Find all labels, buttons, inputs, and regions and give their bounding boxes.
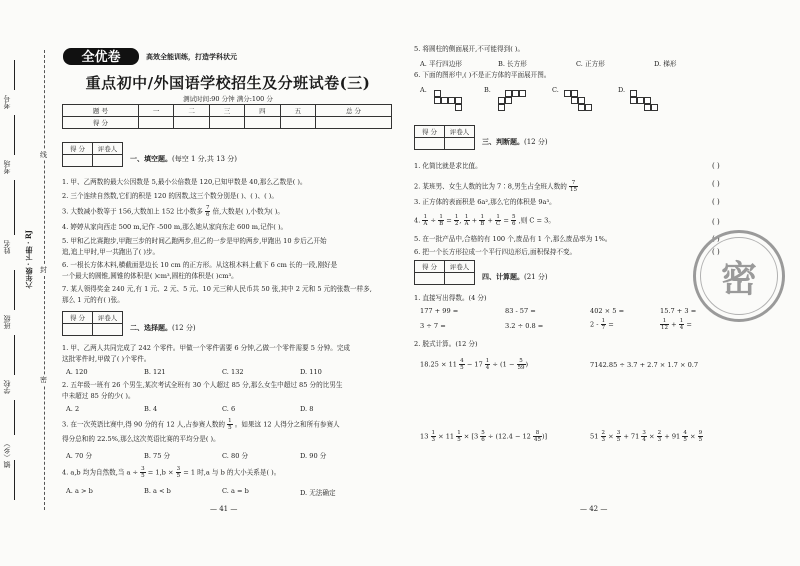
grader-box-label: 评卷人 [93,312,123,324]
choice-q1-cont: 这批零件时,甲做了( )个零件。 [62,355,151,363]
calc-sub1: 1. 直接写出得数。(4 分) [414,294,487,302]
choice-q3-cont: 得分总和的 22.5%,那么这次英语比赛的平均分是( )。 [62,435,220,443]
score-header: 三 [209,105,244,117]
grader-box-label: 评卷人 [445,261,475,273]
binding-label-name: 姓名 [3,240,11,254]
page-number-right: — 42 — [580,505,608,513]
page-number-left: — 41 — [210,505,238,513]
binding-label-class: 班级 [3,315,11,329]
fill-q1: 1. 甲、乙两数的最大公因数是 5,最小公倍数是 120,已知甲数是 40,那么乙数是( )。 [62,178,307,186]
secret-stamp [693,230,785,322]
score-cell[interactable] [209,117,244,129]
score-header: 题 号 [63,105,139,117]
score-box-label: 得 分 [63,312,93,324]
direct-calc-8: $\frac{1}{12}$ + $\frac{1}{4}$ = [661,318,692,331]
option-d[interactable]: D. 8 [300,405,314,413]
fill-q6: 6. 一根长方体木料,横截面是边长 10 cm 的正方形。从这根木料上截下 6 cm 长的一段,刚好是 [62,261,338,269]
binding-label-room: 考场 [3,160,11,174]
choice-q2: 2. 五年级一班有 26 个男生,某次考试全班有 30 个人超过 85 分,那么女生中超过 85 分的比男生 [62,381,343,389]
direct-calc-2: 83 - 57 = [505,307,536,315]
fill-q6-cont: 一个最大的圆锥,圆锥的体积是( )cm³,圆柱的体积是( )cm³。 [62,272,238,280]
binding-label-exam-no: 考号 [3,95,11,109]
judge-q1: 1. 化简比就是求比值。 [414,162,482,170]
option-c[interactable]: C. 132 [222,368,244,376]
option-a[interactable]: A. 平行四边形 [420,60,462,68]
judge-answer-1[interactable]: ( ) [712,162,720,170]
option-b[interactable]: B. 长方形 [498,60,527,68]
grader-box-cell[interactable] [93,155,123,167]
section3-title: 三、判断题。(12 分) [482,137,548,146]
judge-q5: 5. 在一批产品中,合格的有 100 个,废品有 1 个,那么废品率为 1%。 [414,235,612,243]
slogan: 高效全能训练，打造学科状元 [146,53,237,61]
direct-calc-7: 2 - $\frac{1}{7}$ = [590,318,614,331]
fill-line [14,460,15,500]
cut-char-line: 线 [40,151,47,159]
choice-q4: 4. a,b 均为自然数,当 a ÷ $\frac{3}{5}$ = 1,b × $\frac{3}{5}$ = 1 时,a 与 b 的大小关系是( )。 [62,466,281,479]
section1-title: 一、填空题。(每空 1 分,共 13 分) [130,154,237,163]
option-a[interactable]: A. a > b [66,487,93,495]
section1-score-box [62,142,123,167]
option-d[interactable]: D. 90 分 [300,452,327,460]
cut-line [44,50,45,510]
score-cell[interactable] [280,117,315,129]
judge-q6: 6. 把一个长方形拉成一个平行四边形后,面积保持不变。 [414,248,577,256]
section4-score-box [414,260,475,285]
binding-label-grade: 六年级 · 下册 · RJ [24,230,33,289]
exam-subtitle: 测试时间:90 分钟 满分:100 分 [183,95,273,103]
fill-line [14,270,15,310]
fill-q5: 5. 甲和乙比赛跑步,甲跑三步的时间乙跑两步,但乙的一步是甲的两步,甲跑出 10 步后乙开始 [62,237,327,245]
expr-calc-2: 7142.85 ÷ 3.7 + 2.7 × 1.7 × 0.7 [590,361,699,369]
option-c[interactable]: C. 6 [222,405,236,413]
option-d[interactable]: D. 110 [300,368,322,376]
option-d[interactable]: D. 无法确定 [300,489,336,497]
score-cell[interactable] [316,117,392,129]
fill-line [14,60,15,90]
choice-q3: 3. 在一次英语比赛中,得 90 分的有 12 人,占参赛人数的 $\frac{1}{5}$ 。如果这 12 人得分之和所有参赛人 [62,418,340,431]
direct-calc-6: 3.2 ÷ 0.8 = [505,322,544,330]
fill-line [14,400,15,435]
section3-score-box [414,125,475,150]
grader-box-cell[interactable] [93,324,123,336]
score-box-label: 得 分 [415,261,445,273]
fill-line [14,335,15,375]
score-row-label: 得 分 [63,117,139,129]
option-c[interactable]: C. 80 分 [222,452,249,460]
score-table-header-row [63,105,392,117]
fill-line [14,180,15,235]
brand-logo [62,45,140,67]
judge-answer-5[interactable]: ( ) [712,235,720,243]
choice-q4-options [66,487,378,497]
net-label-d[interactable]: D. [618,86,626,94]
net-label-c[interactable]: C. [552,86,559,94]
score-box-cell[interactable] [63,324,93,336]
score-box-label: 得 分 [63,143,93,155]
judge-q2: 2. 某班男、女生人数的比为 7∶8,男生占全班人数的 $\frac{7}{15}$ [414,180,577,193]
score-table-row [63,117,392,129]
judge-answer-6[interactable]: ( ) [712,248,720,256]
judge-answer-2[interactable]: ( ) [712,180,720,188]
fill-line [14,115,15,155]
cut-char-seal: 封 [40,266,47,274]
option-b[interactable]: B. 4 [144,405,158,413]
option-c[interactable]: C. 正方形 [576,60,605,68]
net-label-a[interactable]: A. [420,86,427,94]
exam-title: 重点初中/外国语学校招生及分班试卷(三) [85,74,371,92]
choice-q1: 1. 甲、乙两人共同完成了 242 个零件。甲做一个零件需要 6 分钟,乙做一个零件需要 5 分钟。完成 [62,344,351,352]
expr-calc-3: 13 $\frac{1}{3}$ × 11 $\frac{1}{5}$ × [3 $\frac{5}{6}$ ÷ (12.4 − 12 $\frac{8}{45}$ )] [420,430,548,443]
option-a[interactable]: A. 120 [66,368,88,376]
score-cell[interactable] [138,117,173,129]
score-box-cell[interactable] [415,138,445,150]
option-c[interactable]: C. a = b [222,487,249,495]
choice-q5: 5. 将圆柱的侧面展开,不可能得到( )。 [414,45,525,53]
option-a[interactable]: A. 2 [66,405,80,413]
score-header: 四 [245,105,280,117]
expr-calc-4: 51 $\frac{2}{3}$ × $\frac{3}{5}$ + 71 $\frac{3}{4}$ × $\frac{2}{3}$ + 91 $\frac{4}{5}$ × $\frac{9}{5}$ [590,430,703,443]
score-header: 五 [280,105,315,117]
choice-q5-options [420,58,732,68]
score-box-label: 得 分 [415,126,445,138]
choice-q3-options [66,450,378,460]
score-header: 一 [138,105,173,117]
score-header: 总 分 [316,105,392,117]
section4-title: 四、计算题。(21 分) [482,272,548,281]
direct-calc-1: 177 + 99 = [420,307,459,315]
choice-q2-cont: 中未超过 85 分的少( )。 [62,392,135,400]
option-a[interactable]: A. 70 分 [66,452,93,460]
binding-label-town: 镇（乡） [3,440,11,468]
grader-box-label: 评卷人 [445,126,475,138]
fill-q4: 4. 婷婷从家向西走 500 m,记作 -500 m,那么她从家向东走 600 m,记作( )。 [62,223,288,231]
score-cell[interactable] [174,117,209,129]
judge-answer-4[interactable]: ( ) [712,218,720,226]
fill-q5-cont: 追,追上甲时,甲一共跑出了( )步。 [62,248,160,256]
fill-q2: 2. 三个连续自然数,它们的积是 120 的因数,这三个数分别是( )、( )、( )。 [62,192,278,200]
grader-box-cell[interactable] [445,273,475,285]
option-b[interactable]: B. 121 [144,368,166,376]
score-header: 二 [174,105,209,117]
score-table [62,104,392,129]
logo-text: 全优卷 [81,50,121,65]
option-b[interactable]: B. 75 分 [144,452,171,460]
score-box-cell[interactable] [63,155,93,167]
choice-q1-options [66,368,378,376]
cut-char-secret: 密 [40,376,47,384]
direct-calc-3: 402 × 5 = [590,307,625,315]
score-box-cell[interactable] [415,273,445,285]
choice-q2-options [66,405,378,413]
binding-strip [0,0,56,566]
binding-label-school: 学校 [3,380,11,394]
direct-calc-5: 3 ÷ 7 = [420,322,446,330]
fill-q7-cont: 那么 1 元的有( )张。 [62,296,124,304]
grader-box-label: 评卷人 [93,143,123,155]
judge-q4: 4. $\frac{1}{A}$ ÷ $\frac{1}{B}$ = $\frac{1}{2}$ , $\frac{1}{A}$ + $\frac{1}{B}$ + $\frac{1}{C}$ = $\frac{5}{6}$ ,则 C = 3。 [414,214,555,227]
section2-title: 二、选择题。(12 分) [130,323,196,332]
judge-answer-3[interactable]: ( ) [712,198,720,206]
section2-score-box [62,311,123,336]
grader-box-cell[interactable] [445,138,475,150]
expr-calc-1: 18.25 × 11 $\frac{4}{5}$ − 17 $\frac{1}{4}$ ÷ (1 − $\frac{5}{59}$ ) [420,358,529,371]
score-cell[interactable] [245,117,280,129]
option-b[interactable]: B. a < b [144,487,171,495]
judge-q3: 3. 正方体的表面积是 6a²,那么它的体积是 9a³。 [414,198,556,206]
direct-calc-4: 15.7 + 3 = [660,307,697,315]
calc-sub2: 2. 脱式计算。(12 分) [414,340,478,348]
fill-q3: 3. 大数减小数等于 156,大数加上 152 比小数多 $\frac{7}{6}$ 倍,大数是( ),小数为( )。 [62,205,285,218]
choice-q6: 6. 下面的图形中,( )不是正方体的平面展开图。 [414,71,551,79]
option-d[interactable]: D. 梯形 [654,60,677,68]
stamp-char: 密 [720,257,757,300]
fill-q7: 7. 某人领得奖金 240 元,有 1 元、2 元、5 元、10 元三种人民币共 50 张,其中 2 元和 5 元的张数一样多, [62,285,372,293]
net-label-b[interactable]: B. [484,86,491,94]
